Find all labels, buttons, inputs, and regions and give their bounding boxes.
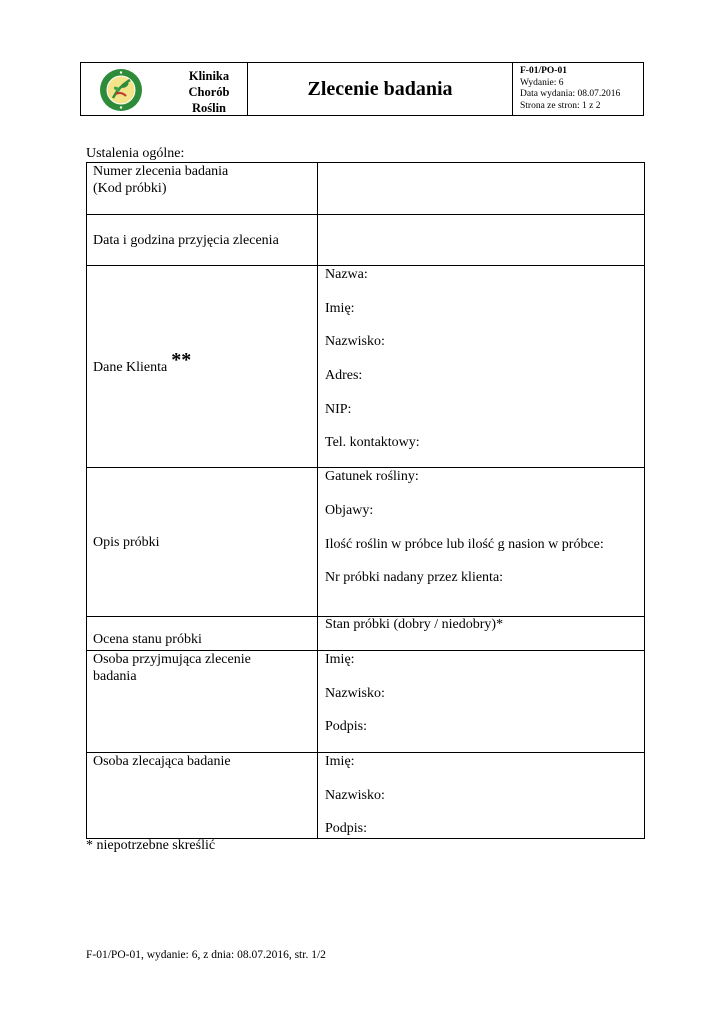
table-row: [87, 266, 645, 468]
client-address-field[interactable]: Adres:: [325, 368, 363, 383]
table-row: [87, 163, 645, 215]
issue-date: Data wydania: 08.07.2016: [520, 89, 621, 99]
clinic-logo-icon: [99, 68, 143, 112]
order-form-table: [86, 162, 645, 839]
table-row: [87, 215, 645, 266]
row-label: Ocena stanu próbki: [93, 632, 202, 647]
client-name-field[interactable]: Nazwa:: [325, 267, 368, 282]
document-title: Zlecenie badania: [248, 63, 513, 115]
page-info: Strona ze stron: 1 z 2: [520, 100, 601, 111]
receiver-first-name-field[interactable]: Imię:: [325, 652, 355, 667]
row-label: Dane Klienta: [93, 360, 168, 375]
section-title: Ustalenia ogólne:: [86, 146, 185, 161]
row-label: badania: [93, 669, 137, 684]
receiver-last-name-field[interactable]: Nazwisko:: [325, 686, 385, 701]
receiver-signature-field[interactable]: Podpis:: [325, 719, 368, 734]
org-name-line: Chorób: [188, 85, 230, 99]
symptoms-field[interactable]: Objawy:: [325, 503, 374, 518]
page-footer: F-01/PO-01, wydanie: 6, z dnia: 08.07.2016, str. 1/2: [86, 949, 326, 961]
document-header: [80, 62, 644, 116]
ordering-person-cell[interactable]: [318, 753, 645, 839]
sample-condition-field[interactable]: Stan próbki (dobry / niedobry)*: [325, 617, 504, 632]
acceptance-datetime-field[interactable]: [318, 215, 645, 266]
footnote: * niepotrzebne skreślić: [86, 838, 216, 853]
sample-condition-cell[interactable]: [318, 617, 645, 651]
table-row: [87, 651, 645, 753]
table-row: [87, 468, 645, 617]
label-cell: [87, 468, 318, 617]
orderer-last-name-field[interactable]: Nazwisko:: [325, 788, 385, 803]
row-label: Osoba zlecająca badanie: [93, 754, 231, 769]
label-cell: [87, 617, 318, 651]
table-row: [87, 753, 645, 839]
row-label: Numer zlecenia badania: [93, 164, 229, 179]
organization-name: [177, 68, 241, 116]
sample-description-cell[interactable]: [318, 468, 645, 617]
row-label: (Kod próbki): [93, 181, 167, 196]
receiving-person-cell[interactable]: [318, 651, 645, 753]
label-cell: [87, 163, 318, 215]
orderer-first-name-field[interactable]: Imię:: [325, 754, 355, 769]
plant-species-field[interactable]: Gatunek rośliny:: [325, 469, 419, 484]
label-cell: [87, 266, 318, 468]
label-cell: [87, 753, 318, 839]
client-first-name-field[interactable]: Imię:: [325, 301, 355, 316]
sample-quantity-field[interactable]: Ilość roślin w próbce lub ilość g nasion w próbce:: [325, 537, 604, 552]
row-label: Data i godzina przyjęcia zlecenia: [93, 232, 279, 248]
edition: Wydanie: 6: [520, 77, 564, 88]
client-sample-number-field[interactable]: Nr próbki nadany przez klienta:: [325, 570, 504, 585]
orderer-signature-field[interactable]: Podpis:: [325, 821, 368, 836]
document-meta: [513, 63, 643, 115]
row-label: Opis próbki: [93, 534, 160, 550]
organization-cell: [81, 63, 248, 115]
required-marker: **: [171, 349, 192, 371]
client-last-name-field[interactable]: Nazwisko:: [325, 334, 385, 349]
row-label: Osoba przyjmująca zlecenie: [93, 652, 251, 667]
order-number-field[interactable]: [318, 163, 645, 215]
client-phone-field[interactable]: Tel. kontaktowy:: [325, 435, 420, 450]
table-row: [87, 617, 645, 651]
label-cell: [87, 215, 318, 266]
label-cell: [87, 651, 318, 753]
client-nip-field[interactable]: NIP:: [325, 402, 352, 417]
doc-code: F-01/PO-01: [520, 66, 567, 76]
org-name-line: Roślin: [191, 101, 227, 115]
org-name-line: Klinika: [188, 69, 230, 83]
client-data-cell[interactable]: [318, 266, 645, 468]
